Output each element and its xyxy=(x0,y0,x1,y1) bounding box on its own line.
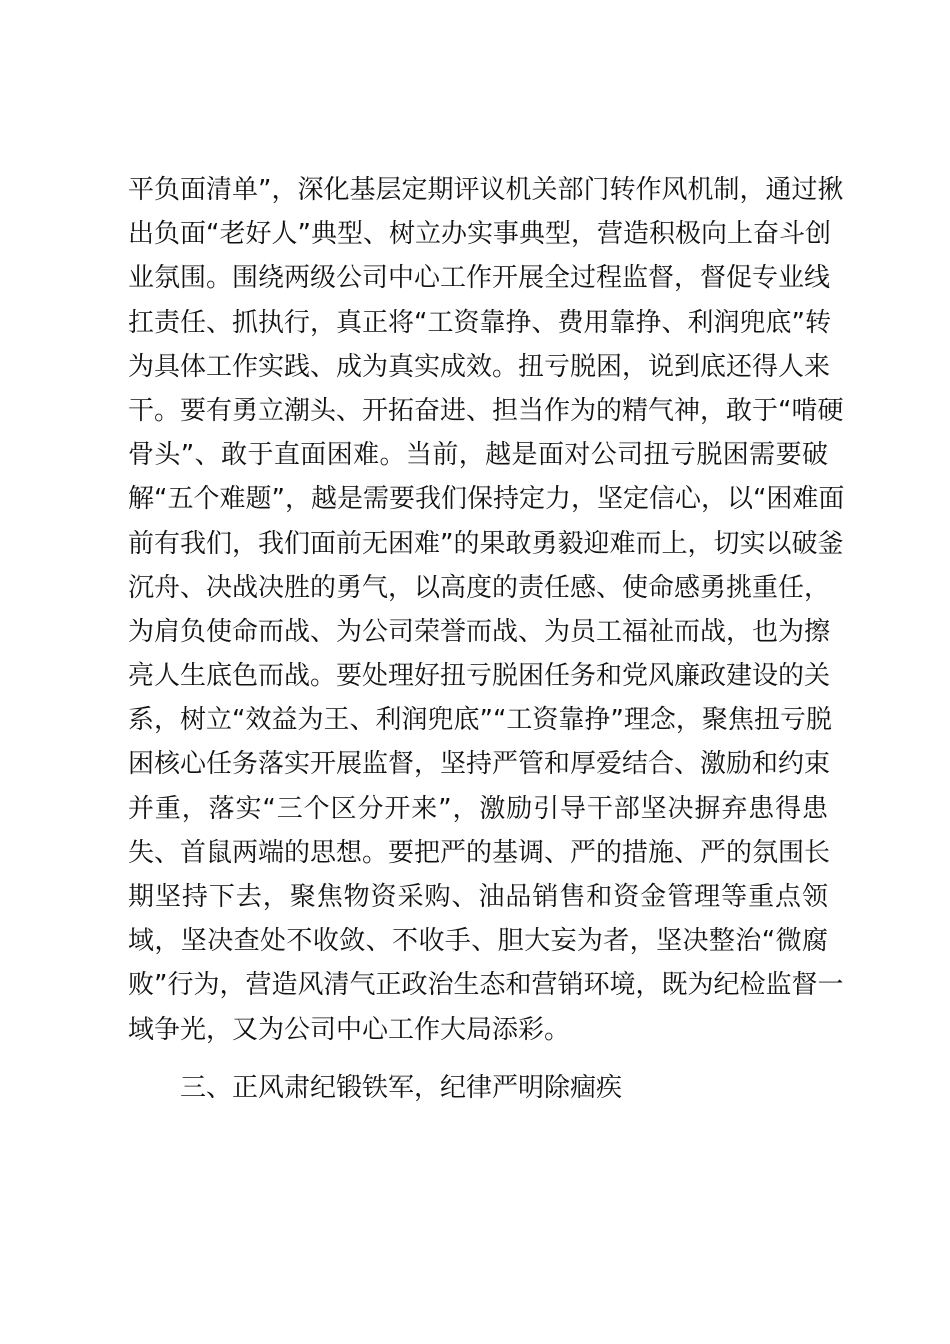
paragraph-line: 败”行为，营造风清气正政治生态和营销环境，既为纪检监督一 xyxy=(128,970,844,1001)
paragraph-line: 并重，落实“三个区分开来”，激励引导干部坚决摒弃患得患 xyxy=(128,793,828,824)
paragraph-line: 为具体工作实践、成为真实成效。扭亏脱困，说到底还得人来 xyxy=(128,351,831,382)
paragraph-line: 系，树立“效益为王、利润兜底”“工资靠挣”理念，聚焦扭亏脱 xyxy=(128,705,832,736)
paragraph-line: 骨头”、敢于直面困难。当前，越是面对公司扭亏脱困需要破 xyxy=(128,440,828,471)
paragraph-line: 平负面清单”，深化基层定期评议机关部门转作风机制，通过揪 xyxy=(128,175,844,205)
paragraph-line: 为肩负使命而战、为公司荣誉而战、为员工福祉而战，也为擦 xyxy=(128,616,831,647)
paragraph-line: 业氛围。围绕两级公司中心工作开展全过程监督，督促专业线 xyxy=(128,263,831,294)
paragraph-line: 域争光，又为公司中心工作大局添彩。 xyxy=(128,1014,571,1045)
paragraph-line: 困核心任务落实开展监督，坚持严管和厚爱结合、激励和约束 xyxy=(128,749,831,780)
paragraph-line: 沉舟、决战决胜的勇气，以高度的责任感、使命感勇挑重任， xyxy=(128,572,831,603)
paragraph-line: 干。要有勇立潮头、开拓奋进、担当作为的精气神，敢于“啃硬 xyxy=(128,395,844,426)
paragraph-line: 域，坚决查处不收敛、不收手、胆大妄为者，坚决整治“微腐 xyxy=(128,926,828,957)
paragraph-line: 失、首鼠两端的思想。要把严的基调、严的措施、严的氛围长 xyxy=(128,837,831,868)
paragraph-line: 亮人生底色而战。要处理好扭亏脱困任务和党风廉政建设的关 xyxy=(128,661,831,692)
section-heading: 三、正风肃纪锻铁军，纪律严明除痼疾 xyxy=(180,1073,623,1103)
body-paragraph xyxy=(128,168,845,1052)
paragraph-line: 前有我们，我们面前无困难”的果敢勇毅迎难而上，切实以破釜 xyxy=(128,528,844,559)
paragraph-line: 扛责任、抓执行，真正将“工资靠挣、费用靠挣、利润兜底”转 xyxy=(128,307,831,338)
paragraph-line: 期坚持下去，聚焦物资采购、油品销售和资金管理等重点领 xyxy=(128,882,828,912)
paragraph-line: 解“五个难题”，越是需要我们保持定力，坚定信心，以“困难面 xyxy=(128,484,845,515)
paragraph-line: 出负面“老好人”典型、树立办实事典型，营造积极向上奋斗创 xyxy=(128,219,831,250)
